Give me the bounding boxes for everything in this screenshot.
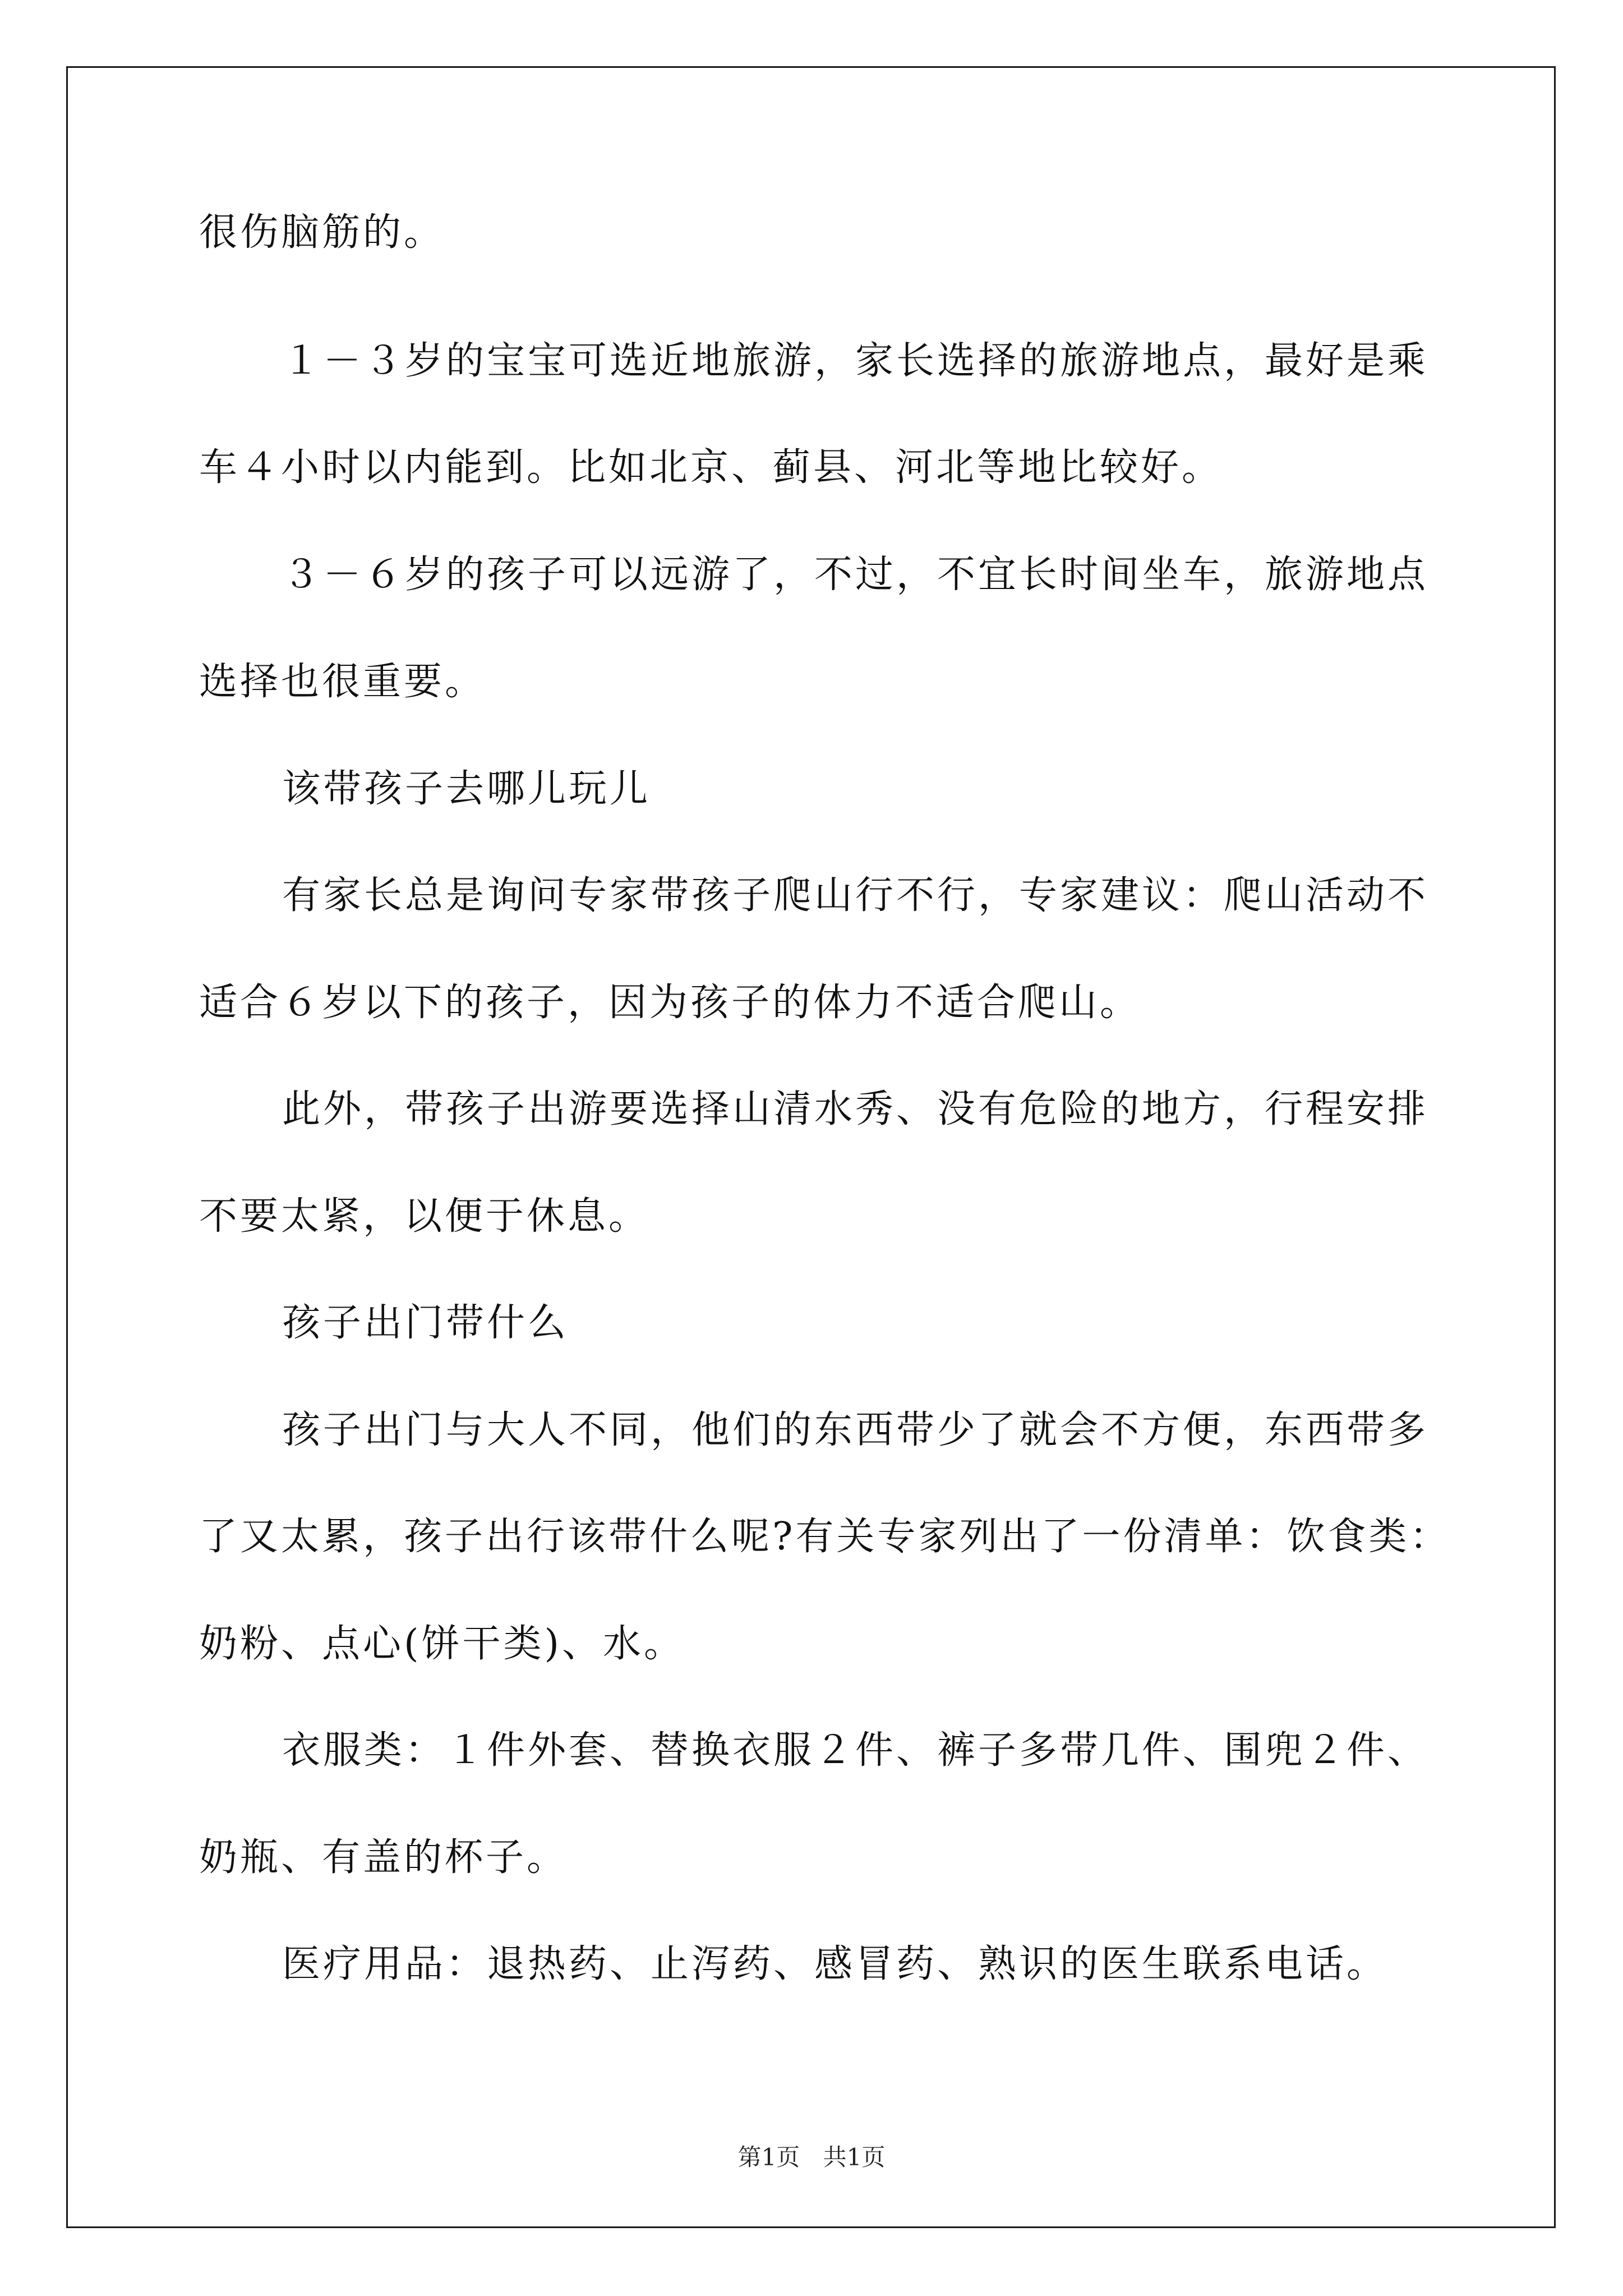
text-line: 车４小时以内能到。比如北京、蓟县、河北等地比较好。 (199, 445, 1223, 490)
text-line: 适合６岁以下的孩子，因为孩子的体力不适合爬山。 (199, 981, 1141, 1025)
text-line: 医疗用品：退热药、止泻药、感冒药、熟识的医生联系电话。 (282, 1942, 1388, 1986)
text-line: ３－６岁的孩子可以远游了，不过，不宜长时间坐车，旅游地点 (282, 553, 1429, 597)
text-line: 选择也很重要。 (199, 660, 486, 704)
section-heading: 该带孩子去哪儿玩儿 (282, 767, 651, 811)
text-line: 此外，带孩子出游要选择山清水秀、没有危险的地方，行程安排 (282, 1087, 1429, 1131)
text-line: 了又太累，孩子出行该带什么呢?有关专家列出了一份清单：饮食类： (199, 1515, 1451, 1559)
text-line: 孩子出门与大人不同，他们的东西带少了就会不方便，东西带多 (282, 1408, 1429, 1452)
text-line: 很伤脑筋的。 (199, 210, 445, 255)
text-line: 有家长总是询问专家带孩子爬山行不行，专家建议：爬山活动不 (282, 873, 1429, 918)
page-number: 第1页 (737, 2143, 800, 2171)
text-line: 不要太紧，以便于休息。 (199, 1194, 650, 1239)
page-total: 共1页 (823, 2143, 886, 2171)
text-line: １－３岁的宝宝可选近地旅游，家长选择的旅游地点，最好是乘 (282, 339, 1429, 383)
text-line: 奶粉、点心(饼干类)、水。 (199, 1622, 685, 1666)
text-line: 衣服类：１件外套、替换衣服２件、裤子多带几件、围兜２件、 (282, 1728, 1429, 1773)
section-heading: 孩子出门带什么 (282, 1301, 569, 1345)
text-line: 奶瓶、有盖的杯子。 (199, 1835, 568, 1880)
page-footer (0, 2141, 1623, 2174)
